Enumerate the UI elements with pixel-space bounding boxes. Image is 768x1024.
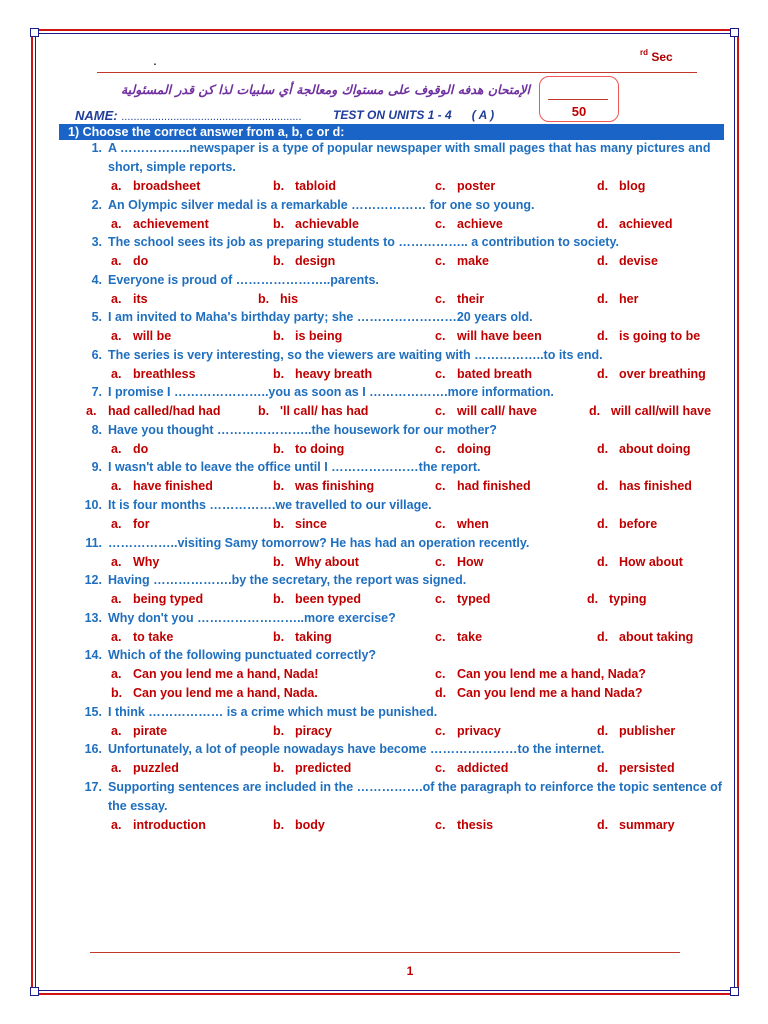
question-text: 16. Unfortunately, a lot of people nowadays have become …………………to the internet. [84,742,605,756]
answer-option[interactable] [435,404,537,418]
option-text: will call/will have [611,404,712,418]
answer-option[interactable] [111,179,200,193]
question-number: 11. [85,536,102,550]
question-text: 13. Why don't you ……………………..more exercise? [84,611,396,625]
option-letter: a. [111,479,122,493]
answer-option[interactable] [258,292,298,306]
option-letter: c. [435,179,446,193]
option-text: Why [133,555,160,569]
question-text: the essay. [108,799,168,813]
option-text: blog [619,179,646,193]
answer-option[interactable] [597,329,700,343]
answer-option[interactable] [273,442,344,456]
option-text: being typed [133,592,204,606]
answer-option[interactable] [111,818,206,832]
border-corner [30,987,39,996]
option-text: their [457,292,485,306]
answer-option[interactable] [435,254,489,268]
option-text: been typed [295,592,361,606]
option-letter: c. [435,517,446,531]
option-letter: d. [597,761,609,775]
option-letter: b. [273,592,285,606]
option-letter: c. [435,292,446,306]
option-letter: d. [597,292,609,306]
option-text: Can you lend me a hand Nada? [457,686,643,700]
answer-option[interactable] [597,818,675,832]
option-letter: c. [435,724,446,738]
option-text: is going to be [619,329,701,343]
option-text: introduction [133,818,206,832]
answer-option[interactable] [597,292,638,306]
option-text: will call/ have [457,404,537,418]
option-text: taking [295,630,332,644]
option-text: tabloid [295,179,336,193]
option-letter: a. [111,667,122,681]
option-letter: d. [597,254,609,268]
option-letter: c. [435,367,446,381]
answer-option[interactable] [435,667,646,681]
answer-option[interactable] [435,329,542,343]
option-text: achievable [295,217,359,231]
option-letter: d. [597,818,609,832]
option-text: pirate [133,724,168,738]
option-text: summary [619,818,675,832]
option-text: about doing [619,442,691,456]
page-border-inner [35,33,735,991]
option-text: do [133,254,149,268]
answer-option[interactable] [597,555,683,569]
option-letter: b. [111,686,123,700]
answer-option[interactable] [597,442,691,456]
option-letter: c. [435,442,446,456]
answer-option[interactable] [111,724,167,738]
option-letter: d. [589,404,601,418]
option-letter: a. [111,179,122,193]
option-text: before [619,517,658,531]
option-text: piracy [295,724,332,738]
answer-option[interactable] [435,179,495,193]
border-corner [30,28,39,37]
option-letter: b. [273,217,285,231]
option-text: to doing [295,442,345,456]
answer-option[interactable] [435,517,489,531]
score-line [548,99,608,100]
option-text: had finished [457,479,531,493]
answer-option[interactable] [597,217,673,231]
option-text: Can you lend me a hand, Nada! [133,667,319,681]
option-text: 'll call/ has had [280,404,369,418]
option-letter: b. [273,367,285,381]
answer-option[interactable] [273,329,342,343]
question-number: 13. [84,611,102,625]
answer-option[interactable] [111,592,203,606]
border-corner [730,987,739,996]
answer-option[interactable] [273,217,359,231]
option-text: Why about [295,555,359,569]
answer-option[interactable] [435,592,490,606]
option-letter: d. [587,592,599,606]
answer-option[interactable] [435,630,482,644]
answer-option[interactable] [111,479,213,493]
question-number: 6. [91,348,102,362]
option-letter: b. [273,630,285,644]
answer-option[interactable] [111,217,209,231]
option-text: have finished [133,479,213,493]
answer-option[interactable] [111,761,179,775]
option-letter: b. [258,404,270,418]
option-text: addicted [457,761,509,775]
footer-divider [90,952,680,953]
question-number: 16. [84,742,102,756]
answer-option[interactable] [435,217,503,231]
option-text: was finishing [295,479,375,493]
question-number: 12. [84,573,102,587]
option-letter: a. [86,404,97,418]
option-letter: d. [597,517,609,531]
option-text: broadsheet [133,179,201,193]
answer-option[interactable] [273,630,332,644]
question-text: 12. Having ……………….by the secretary, the report was signed. [84,573,467,587]
answer-option[interactable] [597,724,675,738]
option-text: privacy [457,724,501,738]
option-letter: c. [435,592,446,606]
option-letter: b. [273,442,285,456]
answer-option[interactable] [435,724,501,738]
option-letter: b. [273,479,285,493]
option-text: will be [133,329,172,343]
option-text: poster [457,179,496,193]
option-letter: b. [273,254,285,268]
student-name-field: NAME: ........................................................... [75,108,302,123]
option-letter: d. [597,479,609,493]
option-text: Can you lend me a hand, Nada? [457,667,646,681]
option-letter: d. [597,179,609,193]
option-text: breathless [133,367,196,381]
question-number: 15. [84,705,102,719]
option-letter: d. [597,329,609,343]
answer-option[interactable] [273,254,335,268]
answer-option[interactable] [111,367,196,381]
option-letter: d. [597,724,609,738]
answer-option[interactable] [111,555,159,569]
question-number: 4. [91,273,102,287]
option-letter: c. [435,254,446,268]
answer-option[interactable] [273,592,361,606]
option-text: is being [295,329,343,343]
option-text: How about [619,555,683,569]
option-letter: a. [111,442,122,456]
question-text: 11. ……………..visiting Samy tomorrow? He has had an operation recently. [85,536,530,550]
class-section: $^{rd}$ Sec [640,48,673,64]
answer-option[interactable] [435,761,508,775]
option-letter: d. [597,442,609,456]
option-text: over breathing [619,367,706,381]
question-number: 7. [91,385,102,399]
option-letter: a. [111,254,122,268]
option-text: to take [133,630,174,644]
border-corner [730,28,739,37]
question-number: 1. [91,141,102,155]
option-letter: b. [273,761,285,775]
option-letter: d. [435,686,447,700]
option-letter: b. [258,292,270,306]
option-letter: b. [273,329,285,343]
option-text: doing [457,442,492,456]
option-text: Can you lend me a hand, Nada. [133,686,318,700]
option-letter: d. [597,367,609,381]
option-text: for [133,517,150,531]
option-text: her [619,292,639,306]
option-text: achieved [619,217,673,231]
answer-option[interactable] [273,555,359,569]
answer-option[interactable] [589,404,711,418]
option-text: when [457,517,489,531]
answer-option[interactable] [435,479,531,493]
option-text: typed [457,592,491,606]
answer-option[interactable] [111,630,173,644]
answer-option[interactable] [111,667,318,681]
option-letter: a. [111,818,122,832]
option-text: achieve [457,217,503,231]
option-letter: b. [273,724,285,738]
option-letter: c. [435,329,446,343]
arabic-note: الإمتحان هدفه الوقوف على مستواك ومعالجة أي سلبيات لذا كن قدر المسئولية [120,82,530,97]
option-text: since [295,517,327,531]
question-number: 10. [84,498,102,512]
answer-option[interactable] [597,479,692,493]
question-text: 17. Supporting sentences are included in the …………….of the paragraph to reinforce the topic sentence of [84,780,722,794]
option-letter: a. [111,555,122,569]
option-text: heavy breath [295,367,373,381]
option-text: publisher [619,724,676,738]
question-text: 3. The school sees its job as preparing students to …………….. a contribution to society. [91,235,619,249]
answer-option[interactable] [273,517,327,531]
option-text: take [457,630,483,644]
option-text: predicted [295,761,352,775]
question-number: 2. [91,198,102,212]
answer-option[interactable] [587,592,647,606]
answer-option[interactable] [597,761,675,775]
question-number: 5. [91,310,102,324]
option-text: devise [619,254,658,268]
option-letter: b. [273,179,285,193]
question-text: 15. I think ……………… is a crime which must be punished. [84,705,438,719]
option-letter: d. [597,555,609,569]
option-text: had called/had had [108,404,221,418]
header-dot: . [153,52,157,68]
option-letter: b. [273,517,285,531]
question-text: 10. It is four months …………….we travelled to our village. [84,498,432,512]
option-letter: b. [273,818,285,832]
question-text: 8. Have you thought …………………..the housework for our mother? [91,423,497,437]
answer-option[interactable] [597,367,706,381]
option-letter: c. [435,217,446,231]
answer-option[interactable] [435,555,483,569]
option-text: thesis [457,818,494,832]
answer-option[interactable] [435,292,484,306]
question-text: short, simple reports. [108,160,236,174]
option-text: will have been [457,329,542,343]
option-letter: d. [597,630,609,644]
option-text: body [295,818,325,832]
answer-option[interactable] [111,517,150,531]
answer-option[interactable] [111,329,171,343]
option-letter: a. [111,217,122,231]
answer-option[interactable] [597,254,658,268]
option-letter: a. [111,329,122,343]
option-letter: a. [111,724,122,738]
option-letter: d. [597,217,609,231]
question-text: 1. A ……………..newspaper is a type of popular newspaper with small pages that has many pictures and [91,141,711,155]
answer-option[interactable] [273,367,372,381]
option-text: do [133,442,149,456]
question-text: 4. Everyone is proud of …………………..parents. [91,273,379,287]
option-letter: c. [435,479,446,493]
test-title: TEST ON UNITS 1 - 4 ( A ) [333,108,495,122]
option-letter: a. [111,592,122,606]
section-title: 1) Choose the correct answer from a, b, c or d: [68,125,345,139]
option-letter: c. [435,555,446,569]
answer-option[interactable] [435,686,642,700]
option-letter: a. [111,630,122,644]
answer-option[interactable] [273,818,325,832]
answer-option[interactable] [597,179,645,193]
question-number: 14. [84,648,102,662]
question-text: 14. Which of the following punctuated correctly? [84,648,377,662]
question-text: 6. The series is very interesting, so the viewers are waiting with ……………..to its end. [91,348,603,362]
answer-option[interactable] [111,686,318,700]
question-number: 8. [91,423,102,437]
option-text: has finished [619,479,692,493]
option-letter: a. [111,517,122,531]
option-text: typing [609,592,647,606]
answer-option[interactable] [273,479,374,493]
answer-option[interactable] [86,404,221,418]
question-text: 2. An Olympic silver medal is a remarkable ……………… for one so young. [91,198,535,212]
option-text: his [280,292,299,306]
option-letter: c. [435,818,446,832]
answer-option[interactable] [273,179,336,193]
option-letter: b. [273,555,285,569]
answer-option[interactable] [273,761,351,775]
option-letter: c. [435,761,446,775]
question-number: 9. [91,460,102,474]
option-letter: a. [111,367,122,381]
option-letter: c. [435,630,446,644]
option-letter: c. [435,404,446,418]
answer-option[interactable] [435,818,493,832]
question-number: 17. [84,780,102,794]
option-text: achievement [133,217,209,231]
answer-option[interactable] [111,254,148,268]
answer-option[interactable] [258,404,368,418]
answer-option[interactable] [597,517,657,531]
question-text: 7. I promise I …………………..you as soon as I ……………….more information. [91,385,554,399]
answer-option[interactable] [597,630,693,644]
option-text: persisted [619,761,675,775]
answer-option[interactable] [111,442,148,456]
option-text: How [457,555,484,569]
option-text: design [295,254,336,268]
answer-option[interactable] [273,724,332,738]
question-text: 5. I am invited to Maha's birthday party; she ……………………20 years old. [91,310,533,324]
option-letter: a. [111,292,122,306]
option-text: puzzled [133,761,179,775]
option-letter: c. [435,667,446,681]
answer-option[interactable] [111,292,148,306]
header-divider [97,72,697,73]
answer-option[interactable] [435,442,491,456]
page-number: 1 [406,964,414,978]
option-text: about taking [619,630,694,644]
question-text: 9. I wasn't able to leave the office until I …………………the report. [91,460,481,474]
option-text: its [133,292,148,306]
score-total: 50 [571,104,587,119]
option-text: bated breath [457,367,533,381]
question-number: 3. [91,235,102,249]
option-letter: a. [111,761,122,775]
answer-option[interactable] [435,367,532,381]
option-text: make [457,254,489,268]
